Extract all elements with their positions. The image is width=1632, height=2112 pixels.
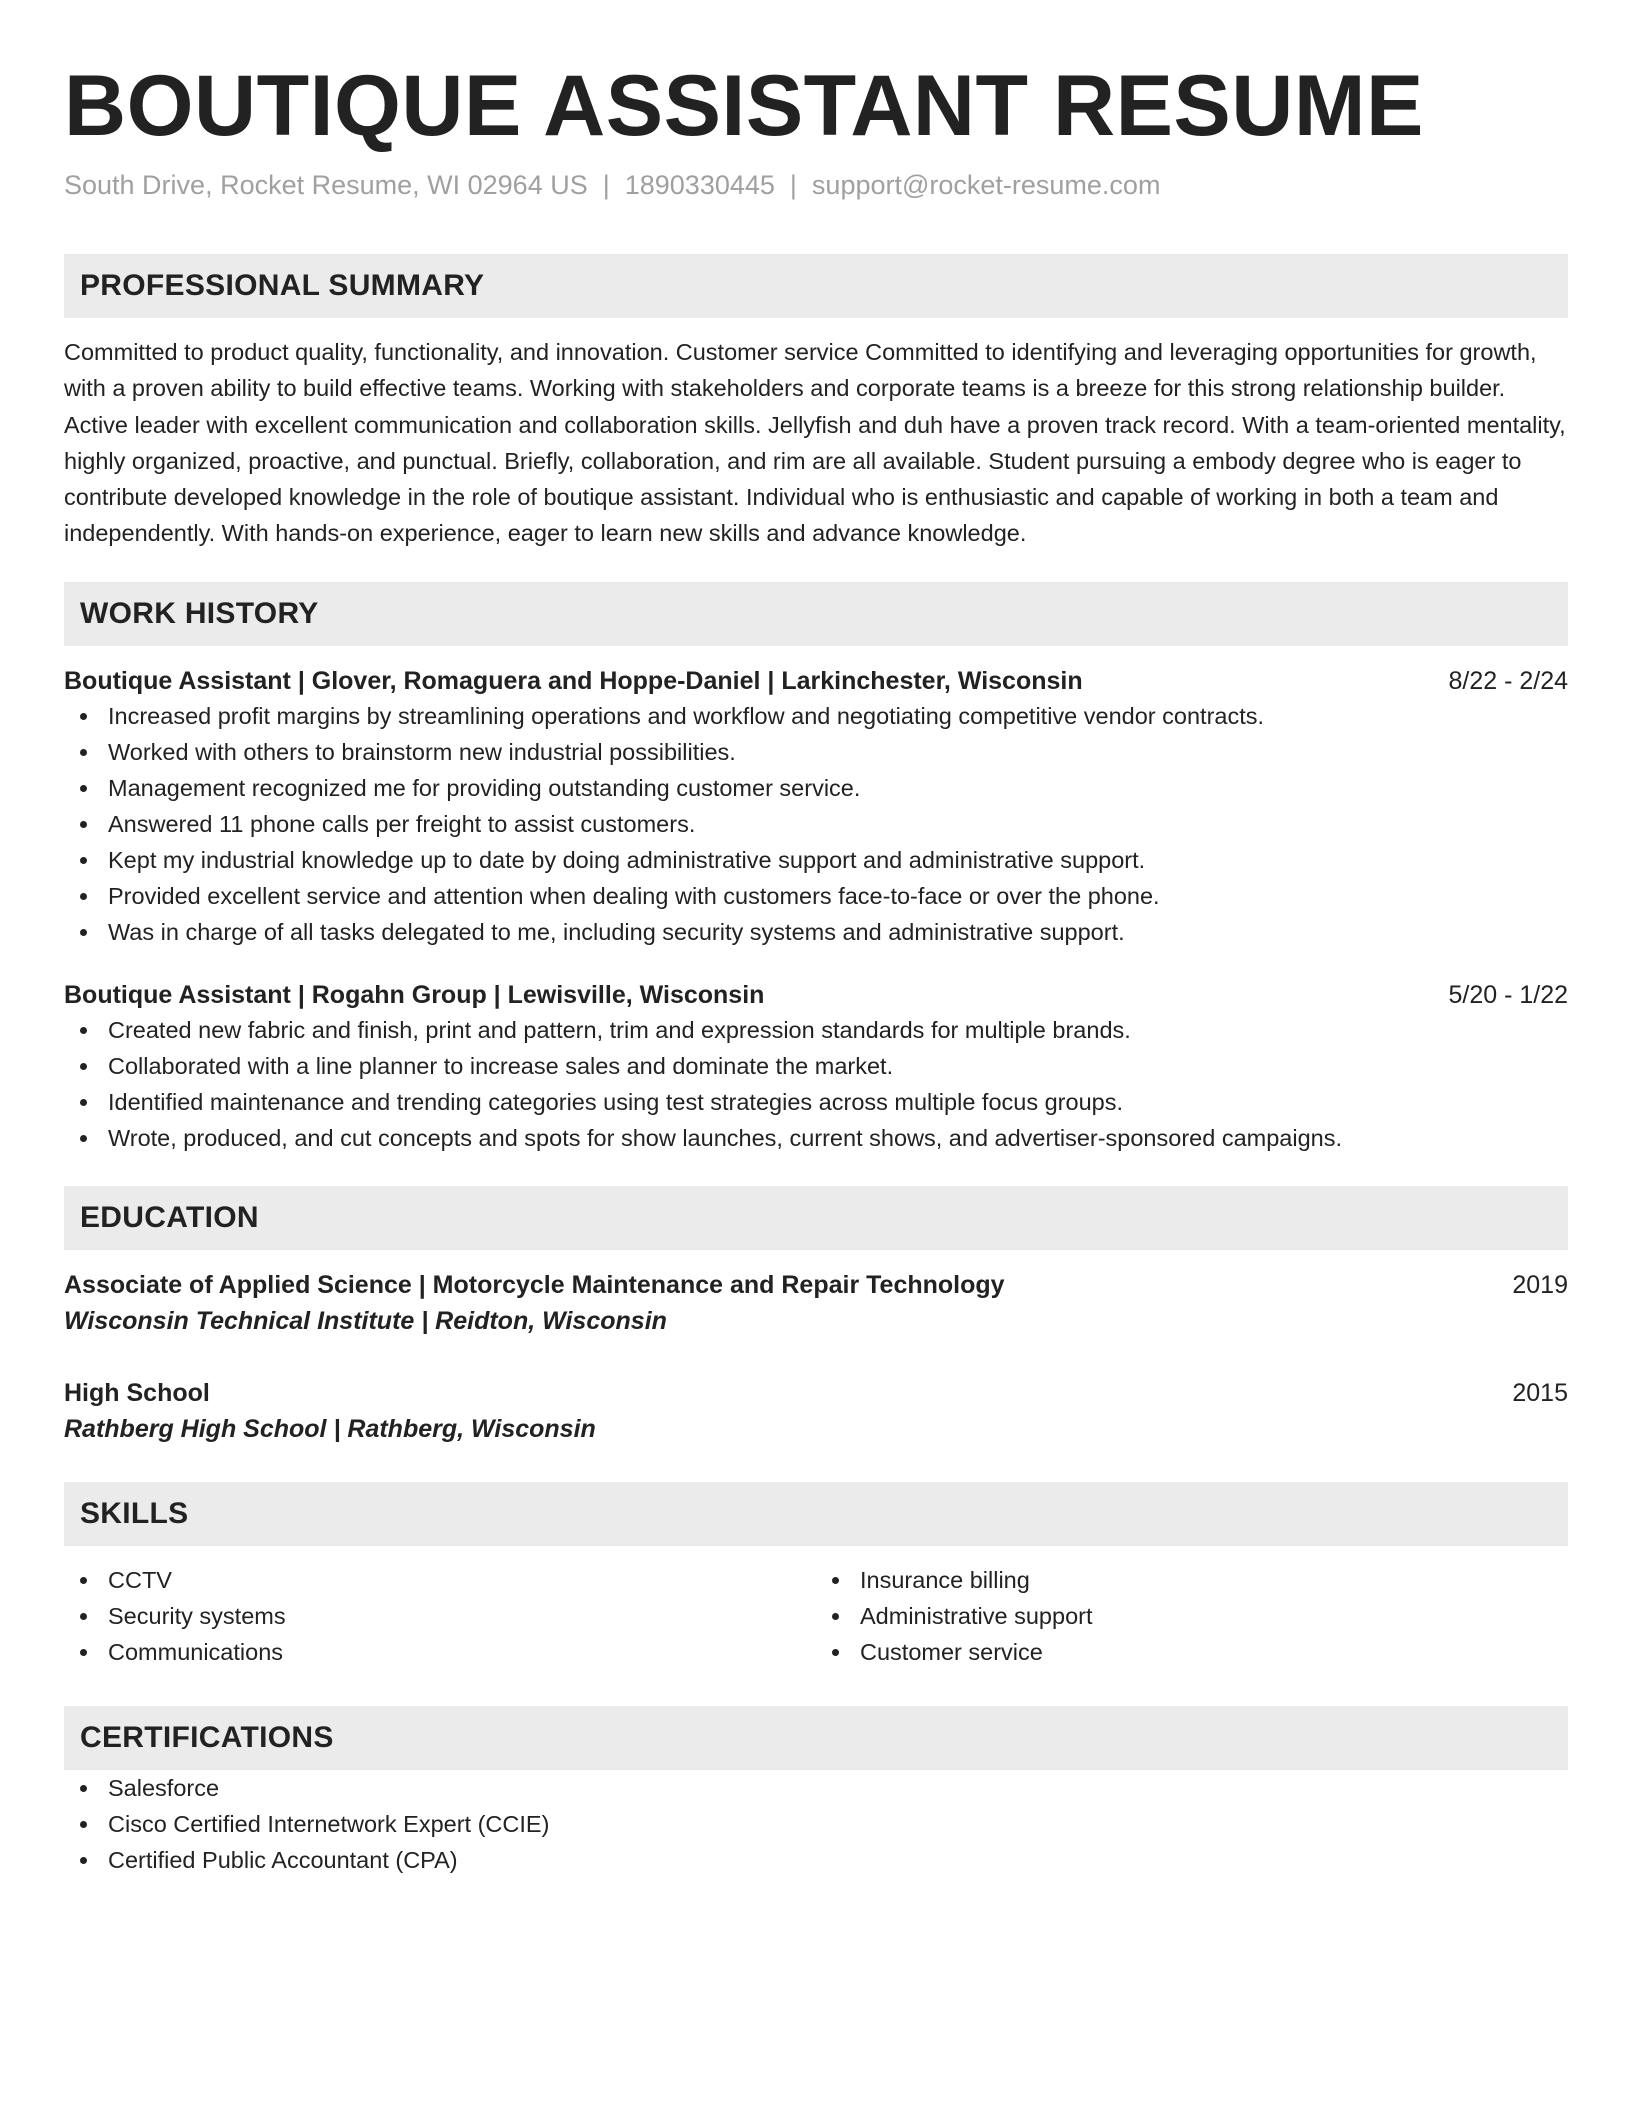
education-degree: Associate of Applied Science | Motorcycle Maintenance and Repair Technology xyxy=(64,1270,1005,1299)
job-bullet: Provided excellent service and attention when dealing with customers face-to-face or over the phone. xyxy=(64,878,1568,914)
contact-email: support@rocket-resume.com xyxy=(811,170,1161,200)
education-year: 2015 xyxy=(1512,1378,1568,1407)
skill-item: Customer service xyxy=(816,1634,1568,1670)
contact-separator: | xyxy=(602,170,610,200)
skill-item: Security systems xyxy=(64,1598,816,1634)
section-heading-work-history: WORK HISTORY xyxy=(64,582,1568,646)
job-title: Boutique Assistant | Rogahn Group | Lewisville, Wisconsin xyxy=(64,980,765,1009)
skill-item: Administrative support xyxy=(816,1598,1568,1634)
job-entry xyxy=(64,664,1568,950)
section-heading-certifications: CERTIFICATIONS xyxy=(64,1706,1568,1770)
job-title: Boutique Assistant | Glover, Romaguera and Hoppe-Daniel | Larkinchester, Wisconsin xyxy=(64,666,1083,695)
education-school: Rathberg High School | Rathberg, Wisconsin xyxy=(64,1414,596,1443)
skills-columns xyxy=(64,1562,1568,1670)
job-bullet: Kept my industrial knowledge up to date by doing administrative support and administrative support. xyxy=(64,842,1568,878)
education-year: 2019 xyxy=(1512,1270,1568,1299)
job-header xyxy=(64,664,1568,698)
job-bullet: Created new fabric and finish, print and pattern, trim and expression standards for multiple brands. xyxy=(64,1012,1568,1048)
certification-item: Certified Public Accountant (CPA) xyxy=(64,1842,1568,1878)
contact-separator: | xyxy=(789,170,797,200)
summary-text: Committed to product quality, functionality, and innovation. Customer service Committed to identifying and leveraging opportunities for growth, with a proven ability to build effective teams. Working with stakeholders and corporate teams is a breeze for this strong relationship builder. Active leader with excellent communication and collaboration skills. Jellyfish and duh have a proven track record. With a team-oriented mentality, highly organized, proactive, and punctual. Briefly, collaboration, and rim are all available. Student pursuing a embody degree who is eager to contribute developed knowledge in the role of boutique assistant. Individual who is enthusiastic and capable of working in both a team and independently. With hands-on experience, eager to learn new skills and advance knowledge. xyxy=(64,339,1566,547)
education-degree: High School xyxy=(64,1378,210,1407)
skill-item: CCTV xyxy=(64,1562,816,1598)
job-header xyxy=(64,978,1568,1012)
section-heading-summary: PROFESSIONAL SUMMARY xyxy=(64,254,1568,318)
contact-address: South Drive, Rocket Resume, WI 02964 US xyxy=(64,170,588,200)
job-bullet: Collaborated with a line planner to increase sales and dominate the market. xyxy=(64,1048,1568,1084)
certification-item: Cisco Certified Internetwork Expert (CCIE) xyxy=(64,1806,1568,1842)
job-dates: 8/22 - 2/24 xyxy=(1448,666,1568,695)
education-entry xyxy=(64,1376,1568,1448)
skills-list-left xyxy=(64,1562,816,1670)
job-bullet: Identified maintenance and trending categories using test strategies across multiple focus groups. xyxy=(64,1084,1568,1120)
contact-line xyxy=(64,168,1568,202)
job-bullet: Worked with others to brainstorm new industrial possibilities. xyxy=(64,734,1568,770)
section-heading-education: EDUCATION xyxy=(64,1186,1568,1250)
skill-item: Insurance billing xyxy=(816,1562,1568,1598)
job-entry xyxy=(64,978,1568,1156)
certification-item: Salesforce xyxy=(64,1770,1568,1806)
certification-list xyxy=(64,1770,1568,1878)
section-heading-skills: SKILLS xyxy=(64,1482,1568,1546)
job-bullet-list xyxy=(64,1012,1568,1156)
education-header xyxy=(64,1268,1568,1302)
skills-list-right xyxy=(816,1562,1568,1670)
job-bullet: Increased profit margins by streamlining operations and workflow and negotiating competitive vendor contracts. xyxy=(64,698,1568,734)
job-bullet: Answered 11 phone calls per freight to assist customers. xyxy=(64,806,1568,842)
job-bullet: Wrote, produced, and cut concepts and spots for show launches, current shows, and advertiser-sponsored campaigns. xyxy=(64,1120,1568,1156)
job-bullet: Management recognized me for providing outstanding customer service. xyxy=(64,770,1568,806)
education-school: Wisconsin Technical Institute | Reidton, Wisconsin xyxy=(64,1306,667,1335)
resume-title: BOUTIQUE ASSISTANT RESUME xyxy=(64,58,1424,154)
job-bullet: Was in charge of all tasks delegated to me, including security systems and administrative support. xyxy=(64,914,1568,950)
job-bullet-list xyxy=(64,698,1568,950)
education-entry xyxy=(64,1268,1568,1340)
skill-item: Communications xyxy=(64,1634,816,1670)
job-dates: 5/20 - 1/22 xyxy=(1448,980,1568,1009)
education-header xyxy=(64,1376,1568,1410)
contact-phone: 1890330445 xyxy=(624,170,775,200)
